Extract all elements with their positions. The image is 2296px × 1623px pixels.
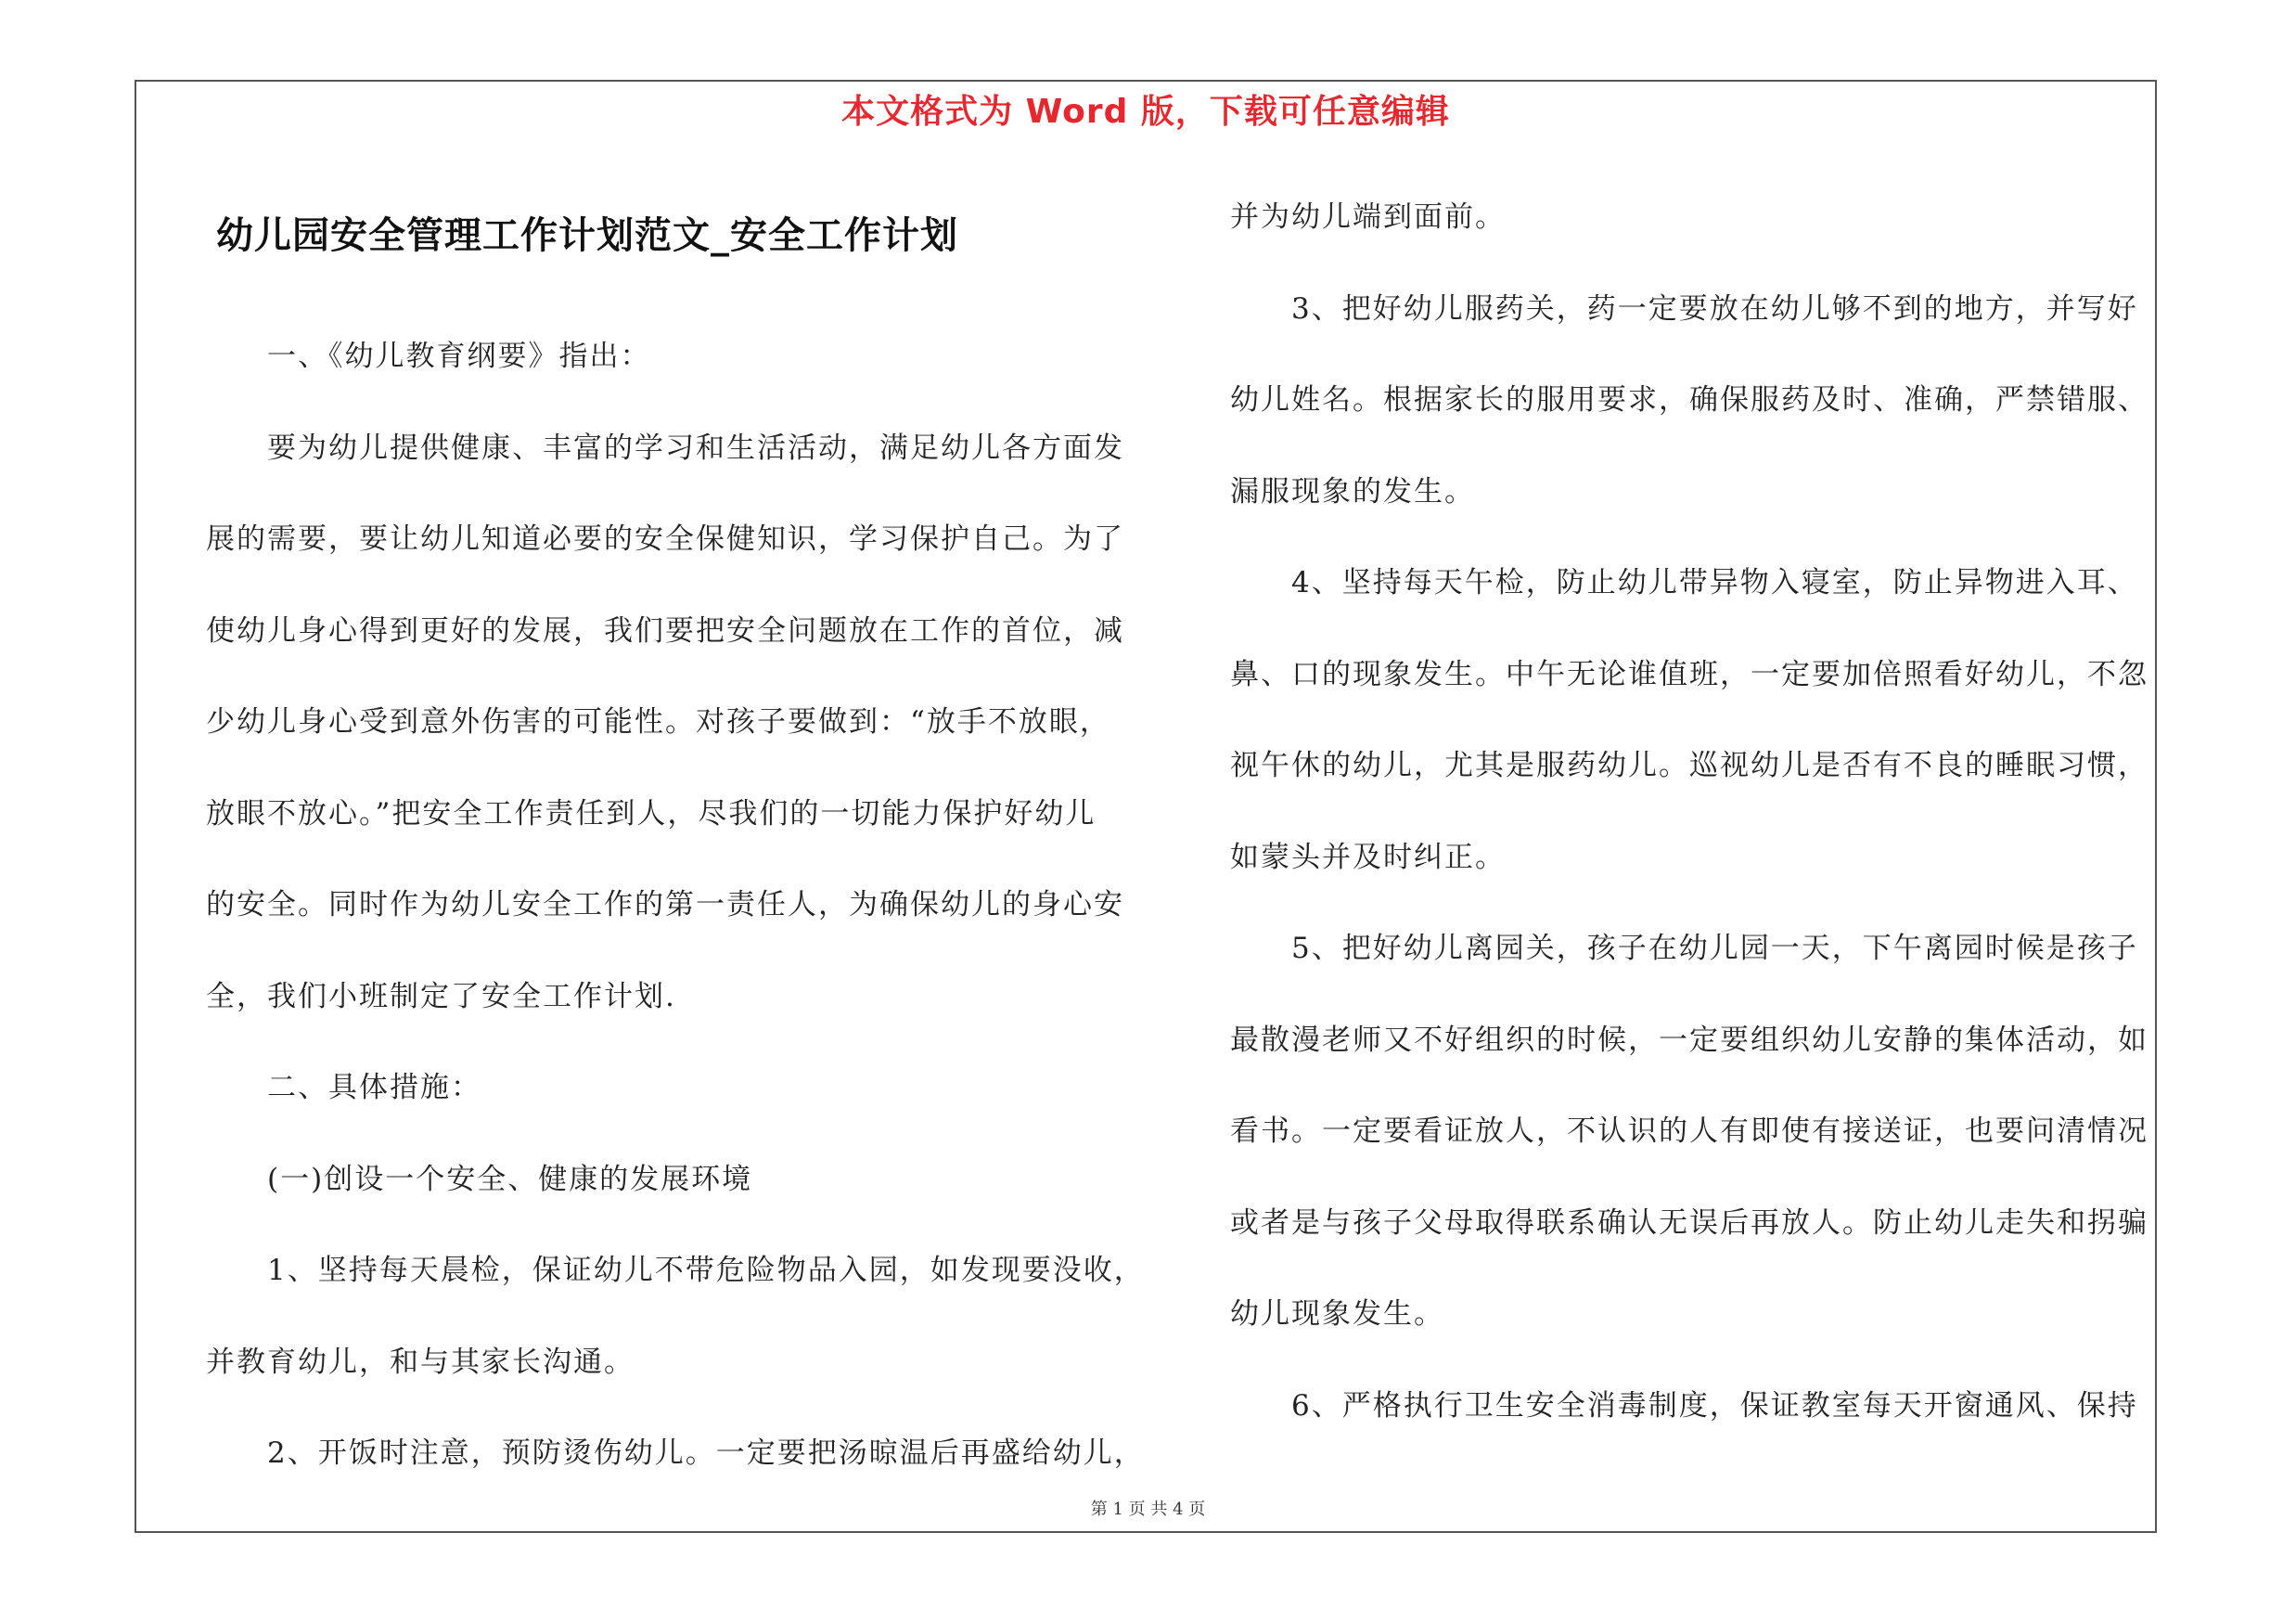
paragraph-line: 二、具体措施： xyxy=(267,1071,481,1104)
paragraph-line: 一、《幼儿教育纲要》指出： xyxy=(267,340,651,373)
paragraph-line: 或者是与孩子父母取得联系确认无误后再放人。防止幼儿走失和拐骗 xyxy=(1230,1205,2148,1240)
paragraph-line: (一)创设一个安全、健康的发展环境 xyxy=(267,1162,753,1196)
paragraph-line: 漏服现象的发生。 xyxy=(1230,474,1475,509)
paragraph-line: 放眼不放心。”把安全工作责任到人，尽我们的一切能力保护好幼儿 xyxy=(206,796,1097,831)
paragraph-line: 5、把好幼儿离园关，孩子在幼儿园一天，下午离园时候是孩子 xyxy=(1291,932,2138,965)
document-title: 幼儿园安全管理工作计划范文_安全工作计划 xyxy=(216,213,958,257)
paragraph-line: 6、严格执行卫生安全消毒制度，保证教室每天开窗通风、保持 xyxy=(1291,1388,2138,1423)
paragraph-line: 全，我们小班制定了安全工作计划. xyxy=(206,979,676,1013)
paragraph-line: 幼儿姓名。根据家长的服用要求，确保服药及时、准确，严禁错服、 xyxy=(1230,383,2148,417)
paragraph-line: 2、开饭时注意，预防烫伤幼儿。一定要把汤晾温后再盛给幼儿， xyxy=(267,1436,1145,1470)
paragraph-line: 展的需要，要让幼儿知道必要的安全保健知识，学习保护自己。为了 xyxy=(206,522,1124,556)
paragraph-line: 少幼儿身心受到意外伤害的可能性。对孩子要做到：“放手不放眼， xyxy=(206,705,1110,739)
format-banner: 本文格式为 Word 版，下载可任意编辑 xyxy=(841,93,1450,131)
paragraph-line: 鼻、口的现象发生。中午无论谁值班，一定要加倍照看好幼儿，不忽 xyxy=(1230,657,2148,691)
paragraph-line: 1、坚持每天晨检，保证幼儿不带危险物品入园，如发现要没收， xyxy=(267,1254,1145,1287)
page-footer: 第 1 页 共 4 页 xyxy=(1090,1500,1206,1519)
paragraph-line: 幼儿现象发生。 xyxy=(1230,1297,1444,1331)
paragraph-line: 要为幼儿提供健康、丰富的学习和生活活动，满足幼儿各方面发 xyxy=(267,431,1124,465)
paragraph-line: 4、坚持每天午检，防止幼儿带异物入寝室，防止异物进入耳、 xyxy=(1291,566,2138,599)
paragraph-line: 视午休的幼儿，尤其是服药幼儿。巡视幼儿是否有不良的睡眠习惯， xyxy=(1230,749,2148,782)
paragraph-line: 如蒙头并及时纠正。 xyxy=(1230,840,1506,874)
paragraph-line: 并为幼儿端到面前。 xyxy=(1230,200,1506,234)
paragraph-line: 最散漫老师又不好组织的时候，一定要组织幼儿安静的集体活动，如 xyxy=(1230,1023,2148,1057)
paragraph-line: 并教育幼儿，和与其家长沟通。 xyxy=(206,1345,635,1379)
paragraph-line: 3、把好幼儿服药关，药一定要放在幼儿够不到的地方，并写好 xyxy=(1291,291,2138,326)
paragraph-line: 使幼儿身心得到更好的发展，我们要把安全问题放在工作的首位，减 xyxy=(206,613,1124,648)
paragraph-line: 看书。一定要看证放人，不认识的人有即使有接送证，也要问清情况 xyxy=(1230,1114,2148,1148)
paragraph-line: 的安全。同时作为幼儿安全工作的第一责任人，为确保幼儿的身心安 xyxy=(206,888,1124,921)
